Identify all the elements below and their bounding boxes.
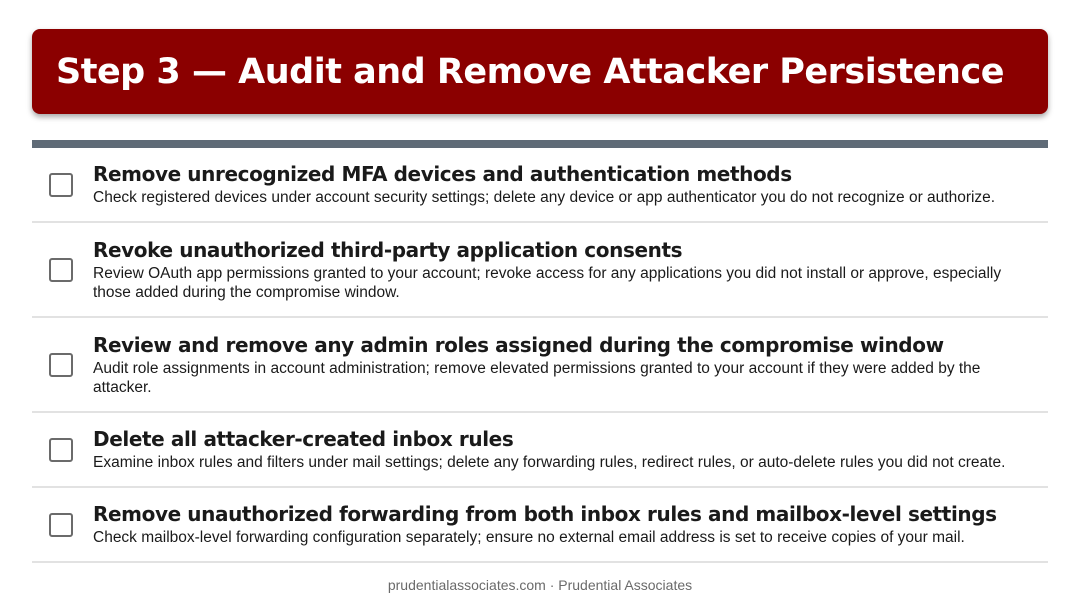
checklist-item-admin-roles <box>32 318 1048 413</box>
page-title: Step 3 — Audit and Remove Attacker Persistence <box>56 51 1004 92</box>
item-description: Check mailbox-level forwarding configuration separately; ensure no external email address is set to receive copies of your mail. <box>93 529 965 546</box>
checkbox[interactable] <box>49 438 73 462</box>
item-title: Review and remove any admin roles assigned during the compromise window <box>93 332 944 357</box>
page-header <box>32 29 1048 114</box>
checklist-item-inbox-rules <box>32 413 1048 488</box>
item-description: Examine inbox rules and filters under mail settings; delete any forwarding rules, redirect rules, or auto-delete rules you did not create. <box>93 454 1006 471</box>
item-title: Remove unrecognized MFA devices and authentication methods <box>93 162 792 186</box>
checkbox[interactable] <box>49 513 73 537</box>
footer-text: prudentialassociates.com · Prudential Associates <box>387 577 693 593</box>
divider-rule <box>32 140 1048 148</box>
item-description: Check registered devices under account security settings; delete any device or app authenticator you do not recognize or authorize. <box>93 189 996 206</box>
checklist-item-app-consents <box>32 223 1048 318</box>
item-title: Revoke unauthorized third-party application consents <box>93 237 683 262</box>
checkbox[interactable] <box>49 353 73 377</box>
checklist-item-mfa <box>32 148 1048 223</box>
checkbox[interactable] <box>49 173 73 197</box>
item-title: Delete all attacker-created inbox rules <box>93 427 514 451</box>
item-description: Audit role assignments in account administration; remove elevated permissions granted to your account if they were added by the attacker. <box>93 359 981 396</box>
item-title: Remove unauthorized forwarding from both inbox rules and mailbox-level settings <box>93 502 997 526</box>
checkbox[interactable] <box>49 258 73 282</box>
item-description: Review OAuth app permissions granted to your account; revoke access for any applications you did not install or approve, especially those added during the compromise window. <box>93 264 1002 301</box>
checklist <box>32 148 1048 563</box>
checklist-item-forwarding <box>32 488 1048 563</box>
